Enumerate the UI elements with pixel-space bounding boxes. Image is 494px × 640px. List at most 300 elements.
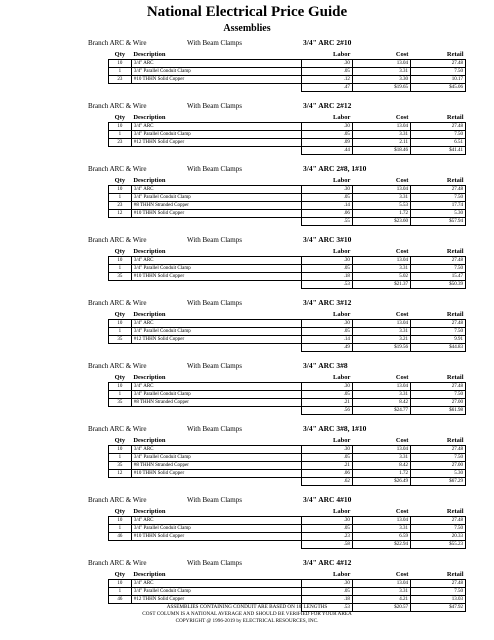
section-category: Branch ARC & Wire [88,299,147,307]
cell-qty: 35 [109,273,132,281]
column-header-cost: Cost [352,570,410,580]
cell-qty: 1 [109,588,132,596]
cell-cost: 13.04 [352,320,410,328]
cell-labor: .21 [302,399,353,407]
assembly-section [0,37,494,92]
table-row [109,265,466,273]
cell-retail: 27.48 [410,517,465,525]
table-row [109,202,466,210]
table-row [109,391,466,399]
section-mount: With Beam Clamps [187,299,242,307]
table-row [109,131,466,139]
section-mount: With Beam Clamps [187,362,242,370]
table-row [109,210,466,218]
total-row [109,218,466,226]
cell-cost: 3.21 [352,336,410,344]
cell-labor: .18 [302,596,353,604]
table-row [109,123,466,131]
total-spacer [109,147,132,155]
cell-desc: 3/4" Parallel Conduit Clamp [131,265,301,273]
cell-cost: 1.72 [352,470,410,478]
cell-qty: 1 [109,525,132,533]
column-header-cost: Cost [352,50,410,60]
section-mount: With Beam Clamps [187,496,242,504]
cell-qty: 1 [109,328,132,336]
cell-qty: 12 [109,210,132,218]
table-row [109,454,466,462]
cell-retail: 15.47 [410,273,465,281]
column-header-qty: Qty [109,436,132,446]
section-assembly-name: 3/4" ARC 3#12 [303,298,352,307]
column-header-labor: Labor [302,436,353,446]
section-header [0,163,494,176]
total-row [109,478,466,486]
table-header-row [109,247,466,257]
column-header-retail: Retail [410,113,465,123]
total-retail: $67.29 [410,478,465,486]
cell-retail: 27.48 [410,60,465,68]
cell-qty: 10 [109,123,132,131]
table-row [109,525,466,533]
total-spacer [109,541,132,549]
cell-qty: 10 [109,580,132,588]
total-cost: $21.37 [352,281,410,289]
footer-line: COPYRIGHT @ 1996-2019 by ELECTRICAL RESOURCES, INC. [175,618,319,624]
table-row [109,76,466,84]
table-header-row [109,310,466,320]
column-header-qty: Qty [109,247,132,257]
total-labor: .62 [302,478,353,486]
total-spacer [109,218,132,226]
total-retail: $50.39 [410,281,465,289]
column-header-labor: Labor [302,247,353,257]
cell-retail: 27.48 [410,257,465,265]
section-header [0,423,494,436]
total-spacer [131,218,301,226]
cell-qty: 46 [109,533,132,541]
total-labor: .55 [302,218,353,226]
total-cost: $19.65 [352,84,410,92]
cell-cost: 8.42 [352,399,410,407]
table-header-row [109,373,466,383]
section-category: Branch ARC & Wire [88,362,147,370]
total-row [109,147,466,155]
total-spacer [131,478,301,486]
cell-qty: 10 [109,383,132,391]
total-retail: $44.83 [410,344,465,352]
total-spacer [109,281,132,289]
total-spacer [131,344,301,352]
cell-labor: .05 [302,68,353,76]
total-row [109,281,466,289]
column-header-retail: Retail [410,373,465,383]
cell-retail: 7.50 [410,131,465,139]
cell-cost: 5.02 [352,273,410,281]
column-header-description: Description [131,436,301,446]
cell-qty: 10 [109,60,132,68]
cell-cost: 2.11 [352,139,410,147]
cell-retail: 7.50 [410,525,465,533]
total-cost: $18.46 [352,147,410,155]
cell-desc: 3/4" ARC [131,580,301,588]
table-row [109,257,466,265]
section-assembly-name: 3/4" ARC 4#10 [303,495,352,504]
cell-cost: 13.04 [352,580,410,588]
total-spacer [109,84,132,92]
column-header-cost: Cost [352,436,410,446]
section-assembly-name: 3/4" ARC 3#8 [303,361,348,370]
table-row [109,383,466,391]
section-assembly-name: 3/4" ARC 3#10 [303,235,352,244]
assembly-table [108,310,466,352]
section-category: Branch ARC & Wire [88,425,147,433]
cell-cost: 13.04 [352,186,410,194]
column-header-retail: Retail [410,507,465,517]
cell-desc: 3/4" ARC [131,186,301,194]
assembly-section [0,234,494,289]
cell-cost: 3.31 [352,265,410,273]
cell-cost: 13.04 [352,257,410,265]
column-header-qty: Qty [109,50,132,60]
column-header-cost: Cost [352,113,410,123]
cell-qty: 1 [109,194,132,202]
section-header [0,234,494,247]
table-row [109,194,466,202]
cell-retail: 27.48 [410,123,465,131]
total-retail: $61.98 [410,407,465,415]
assembly-table [108,373,466,415]
cell-desc: 3/4" ARC [131,320,301,328]
total-spacer [131,407,301,415]
column-header-retail: Retail [410,247,465,257]
cell-cost: 8.42 [352,462,410,470]
assembly-table [108,247,466,289]
total-cost: $20.57 [352,604,410,612]
table-header-row [109,50,466,60]
cell-retail: 13.03 [410,596,465,604]
cell-desc: #8 THHN Stranded Copper [131,462,301,470]
cell-retail: 9.91 [410,336,465,344]
section-header [0,494,494,507]
cell-cost: 5.53 [352,202,410,210]
total-row [109,407,466,415]
total-labor: .53 [302,281,353,289]
table-row [109,470,466,478]
table-row [109,580,466,588]
cell-qty: 1 [109,68,132,76]
column-header-labor: Labor [302,310,353,320]
cell-retail: 7.50 [410,194,465,202]
cell-labor: .30 [302,123,353,131]
page-title: National Electrical Price Guide [146,4,348,20]
cell-desc: 3/4" Parallel Conduit Clamp [131,588,301,596]
cell-labor: .06 [302,210,353,218]
total-cost: $26.49 [352,478,410,486]
table-row [109,588,466,596]
table-row [109,446,466,454]
total-cost: $24.77 [352,407,410,415]
total-retail: $55.23 [410,541,465,549]
cell-retail: 27.00 [410,462,465,470]
footer-line: COST COLUMN IS A NATIONAL AVERAGE AND SHOULD BE VERIFIED FOR YOUR AREA [142,611,352,617]
section-category: Branch ARC & Wire [88,559,147,567]
cell-labor: .05 [302,391,353,399]
assembly-section [0,163,494,226]
cell-cost: 3.31 [352,131,410,139]
cell-cost: 13.04 [352,123,410,131]
column-header-description: Description [131,176,301,186]
cell-cost: 13.04 [352,517,410,525]
cell-desc: #8 THHN Stranded Copper [131,399,301,407]
cell-desc: 3/4" Parallel Conduit Clamp [131,525,301,533]
cell-retail: 7.50 [410,588,465,596]
total-labor: .58 [302,541,353,549]
cell-labor: .05 [302,454,353,462]
column-header-cost: Cost [352,310,410,320]
cell-labor: .12 [302,76,353,84]
assembly-table [108,507,466,549]
cell-labor: .06 [302,470,353,478]
cell-qty: 1 [109,131,132,139]
cell-cost: 3.31 [352,68,410,76]
cell-labor: .05 [302,194,353,202]
total-spacer [131,147,301,155]
column-header-description: Description [131,50,301,60]
cell-desc: 3/4" Parallel Conduit Clamp [131,194,301,202]
cell-retail: 27.48 [410,186,465,194]
cell-cost: 13.04 [352,446,410,454]
cell-retail: 5.30 [410,470,465,478]
column-header-retail: Retail [410,570,465,580]
column-header-cost: Cost [352,247,410,257]
total-retail: $45.06 [410,84,465,92]
cell-desc: #12 THHN Solid Copper [131,139,301,147]
table-row [109,533,466,541]
cell-cost: 13.04 [352,383,410,391]
table-row [109,399,466,407]
cell-qty: 23 [109,202,132,210]
total-cost: $22.94 [352,541,410,549]
total-spacer [131,84,301,92]
table-row [109,517,466,525]
cell-desc: 3/4" Parallel Conduit Clamp [131,68,301,76]
column-header-description: Description [131,247,301,257]
cell-desc: #10 THHN Solid Copper [131,470,301,478]
section-mount: With Beam Clamps [187,236,242,244]
cell-retail: 27.48 [410,383,465,391]
table-row [109,320,466,328]
cell-retail: 27.48 [410,580,465,588]
footer-notes [0,604,494,625]
total-cost: $19.56 [352,344,410,352]
cell-cost: 4.21 [352,596,410,604]
total-spacer [109,344,132,352]
cell-labor: .14 [302,202,353,210]
section-category: Branch ARC & Wire [88,102,147,110]
cell-labor: .30 [302,517,353,525]
cell-qty: 10 [109,446,132,454]
column-header-retail: Retail [410,50,465,60]
section-header [0,557,494,570]
column-header-labor: Labor [302,113,353,123]
cell-labor: .09 [302,139,353,147]
total-spacer [109,478,132,486]
cell-labor: .18 [302,273,353,281]
table-row [109,328,466,336]
cell-cost: 3.31 [352,525,410,533]
cell-retail: 7.50 [410,454,465,462]
cell-labor: .30 [302,186,353,194]
cell-desc: #12 THHN Solid Copper [131,336,301,344]
cell-desc: 3/4" ARC [131,257,301,265]
section-category: Branch ARC & Wire [88,236,147,244]
cell-labor: .21 [302,462,353,470]
cell-desc: 3/4" ARC [131,383,301,391]
cell-desc: #10 THHN Solid Copper [131,533,301,541]
cell-qty: 12 [109,470,132,478]
total-cost: $23.60 [352,218,410,226]
cell-qty: 35 [109,462,132,470]
section-header [0,360,494,373]
table-row [109,596,466,604]
total-row [109,541,466,549]
cell-cost: 3.31 [352,454,410,462]
cell-retail: 17.74 [410,202,465,210]
cell-labor: .30 [302,320,353,328]
cell-labor: .05 [302,265,353,273]
cell-qty: 46 [109,596,132,604]
column-header-labor: Labor [302,373,353,383]
cell-desc: 3/4" Parallel Conduit Clamp [131,131,301,139]
assembly-table [108,436,466,486]
column-header-qty: Qty [109,310,132,320]
column-header-retail: Retail [410,436,465,446]
column-header-labor: Labor [302,507,353,517]
cell-desc: #10 THHN Solid Copper [131,210,301,218]
footer-line: ASSEMBLIES CONTAINING CONDUIT ARE BASED ON 10' LENGTHS [166,604,328,610]
assembly-section [0,494,494,549]
cell-qty: 10 [109,186,132,194]
cell-labor: .30 [302,60,353,68]
cell-desc: 3/4" ARC [131,60,301,68]
total-retail: $41.41 [410,147,465,155]
section-header [0,297,494,310]
cell-qty: 1 [109,265,132,273]
total-retail: $57.94 [410,218,465,226]
table-header-row [109,570,466,580]
cell-labor: .30 [302,383,353,391]
table-header-row [109,113,466,123]
assembly-table [108,50,466,92]
cell-cost: 1.72 [352,210,410,218]
table-row [109,68,466,76]
assembly-table [108,176,466,226]
column-header-description: Description [131,113,301,123]
cell-desc: 3/4" Parallel Conduit Clamp [131,328,301,336]
cell-qty: 23 [109,76,132,84]
cell-retail: 6.51 [410,139,465,147]
cell-desc: 3/4" ARC [131,517,301,525]
section-category: Branch ARC & Wire [88,39,147,47]
cell-desc: #8 THHN Stranded Copper [131,202,301,210]
column-header-description: Description [131,570,301,580]
cell-qty: 23 [109,139,132,147]
total-labor: .56 [302,407,353,415]
page-subtitle: Assemblies [223,23,271,34]
column-header-description: Description [131,373,301,383]
column-header-qty: Qty [109,507,132,517]
cell-desc: #12 THHN Solid Copper [131,596,301,604]
cell-labor: .05 [302,131,353,139]
cell-labor: .30 [302,446,353,454]
total-spacer [109,407,132,415]
cell-retail: 27.48 [410,446,465,454]
assembly-table [108,113,466,155]
cell-cost: 3.31 [352,328,410,336]
cell-cost: 13.04 [352,60,410,68]
cell-qty: 10 [109,320,132,328]
column-header-qty: Qty [109,373,132,383]
cell-cost: 3.30 [352,76,410,84]
column-header-labor: Labor [302,570,353,580]
cell-retail: 27.48 [410,320,465,328]
cell-retail: 7.50 [410,328,465,336]
column-header-description: Description [131,507,301,517]
cell-cost: 3.31 [352,391,410,399]
assembly-section [0,360,494,415]
cell-retail: 10.17 [410,76,465,84]
cell-labor: .30 [302,257,353,265]
cell-retail: 27.00 [410,399,465,407]
cell-retail: 20.33 [410,533,465,541]
section-mount: With Beam Clamps [187,559,242,567]
assembly-section [0,297,494,352]
column-header-cost: Cost [352,176,410,186]
cell-qty: 10 [109,517,132,525]
table-row [109,462,466,470]
section-assembly-name: 3/4" ARC 2#12 [303,101,352,110]
column-header-retail: Retail [410,310,465,320]
section-mount: With Beam Clamps [187,165,242,173]
total-row [109,84,466,92]
section-header [0,37,494,50]
column-header-qty: Qty [109,113,132,123]
total-labor: .47 [302,84,353,92]
column-header-cost: Cost [352,373,410,383]
section-category: Branch ARC & Wire [88,165,147,173]
table-header-row [109,507,466,517]
table-row [109,186,466,194]
cell-labor: .05 [302,328,353,336]
total-retail: $47.92 [410,604,465,612]
cell-labor: .05 [302,525,353,533]
cell-cost: 3.31 [352,588,410,596]
assembly-section [0,423,494,486]
section-assembly-name: 3/4" ARC 4#12 [303,558,352,567]
cell-desc: 3/4" ARC [131,123,301,131]
total-spacer [131,541,301,549]
cell-qty: 10 [109,257,132,265]
section-assembly-name: 3/4" ARC 3#8, 1#10 [303,424,367,433]
column-header-retail: Retail [410,176,465,186]
column-header-labor: Labor [302,50,353,60]
cell-qty: 1 [109,391,132,399]
column-header-qty: Qty [109,176,132,186]
section-header [0,100,494,113]
cell-retail: 7.50 [410,68,465,76]
section-assembly-name: 3/4" ARC 2#8, 1#10 [303,164,367,173]
cell-labor: .14 [302,336,353,344]
